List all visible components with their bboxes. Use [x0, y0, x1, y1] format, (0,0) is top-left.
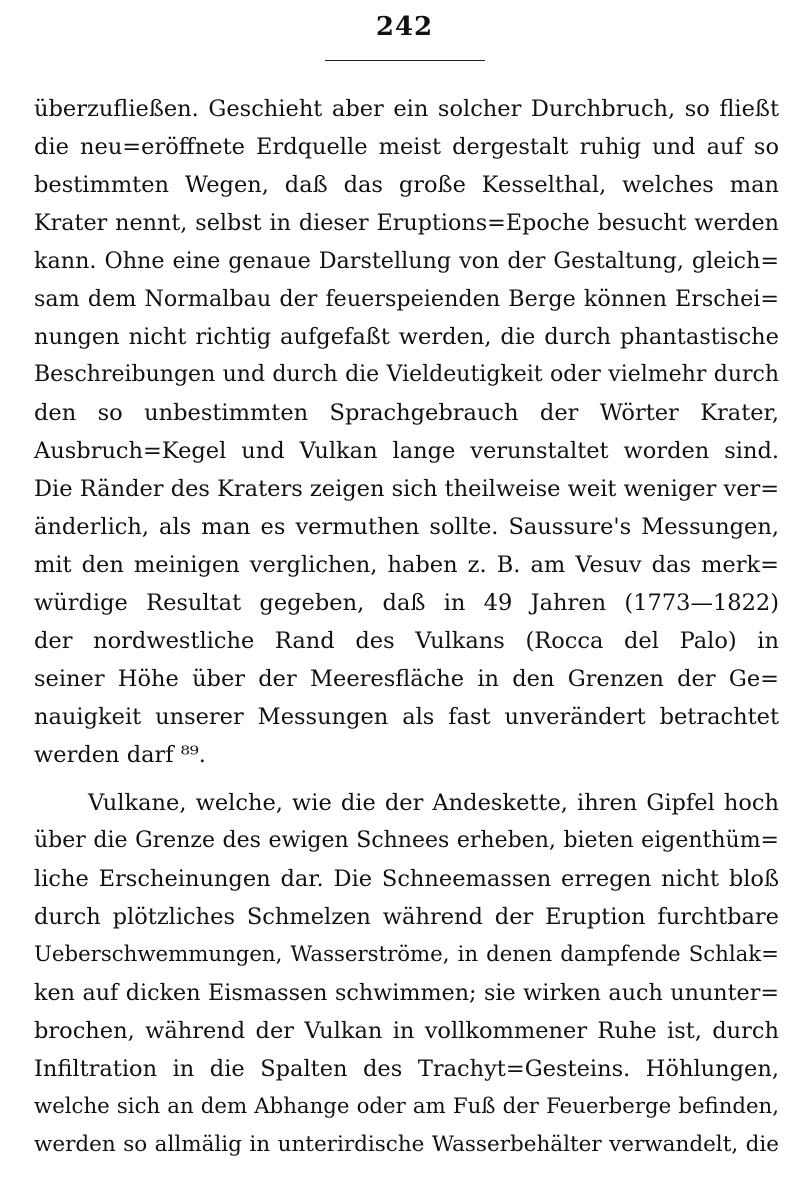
header-rule [325, 60, 485, 61]
text-line: werden darf ⁸⁹. [34, 742, 206, 768]
text-line: Vulkane, welche, wie die der Andeskette, ihren Gipfel hoch [88, 790, 779, 816]
text-line: kann. Ohne eine genaue Darstellung von der Gestaltung, gleich= [34, 248, 779, 274]
text-line: Ueberschwemmungen, Wasserströme, in denen dampfende Schlak= [34, 942, 779, 967]
page-number: 242 [375, 12, 434, 42]
text-line: werden so allmälig in unterirdische Wasserbehälter verwandelt, die [34, 1132, 779, 1157]
text-line: durch plötzliches Schmelzen während der Eruption furchtbare [34, 904, 779, 930]
text-line: liche Erscheinungen dar. Die Schneemassen erregen nicht bloß [34, 866, 779, 892]
text-line: ken auf dicken Eismassen schwimmen; sie wirken auch ununter= [34, 980, 779, 1006]
text-line: brochen, während der Vulkan in vollkommener Ruhe ist, durch [34, 1018, 779, 1044]
text-line: den so unbestimmten Sprachgebrauch der Wörter Krater, [34, 400, 779, 426]
text-line: bestimmten Wegen, daß das große Kesselthal, welches man [34, 172, 779, 198]
text-line: über die Grenze des ewigen Schnees erheben, bieten eigenthüm= [34, 828, 779, 853]
text-line: Die Ränder des Kraters zeigen sich theilweise weit weniger ver= [34, 476, 780, 502]
text-line: änderlich, als man es vermuthen sollte. Saussure's Messungen, [34, 514, 779, 540]
text-line: würdige Resultat gegeben, daß in 49 Jahren (1773—1822) [34, 590, 779, 616]
text-line: Beschreibungen und durch die Vieldeutigkeit oder vielmehr durch [34, 362, 779, 387]
text-line: überzufließen. Geschieht aber ein solcher Durchbruch, so fließt [34, 96, 779, 122]
text-line: der nordwestliche Rand des Vulkans (Rocca del Palo) in [34, 628, 779, 654]
text-line: die neu=eröffnete Erdquelle meist dergestalt ruhig und auf so [34, 134, 779, 160]
text-line: sam dem Normalbau der feuerspeienden Berge können Erschei= [34, 286, 779, 312]
text-line: welche sich an dem Abhange oder am Fuß der Feuerberge befinden, [34, 1094, 779, 1119]
text-line: mit den meinigen verglichen, haben z. B. am Vesuv das merk= [34, 552, 779, 578]
text-line: Infiltration in die Spalten des Trachyt=Gesteins. Höhlungen, [34, 1056, 779, 1082]
text-line: nauigkeit unserer Messungen als fast unverändert betrachtet [34, 704, 779, 730]
text-line: seiner Höhe über der Meeresfläche in den Grenzen der Ge= [34, 666, 779, 692]
text-line: Ausbruch=Kegel und Vulkan lange verunstaltet worden sind. [34, 438, 779, 464]
text-line: Krater nennt, selbst in dieser Eruptions=Epoche besucht werden [34, 210, 779, 236]
text-line: nungen nicht richtig aufgefaßt werden, die durch phantastische [34, 324, 779, 350]
